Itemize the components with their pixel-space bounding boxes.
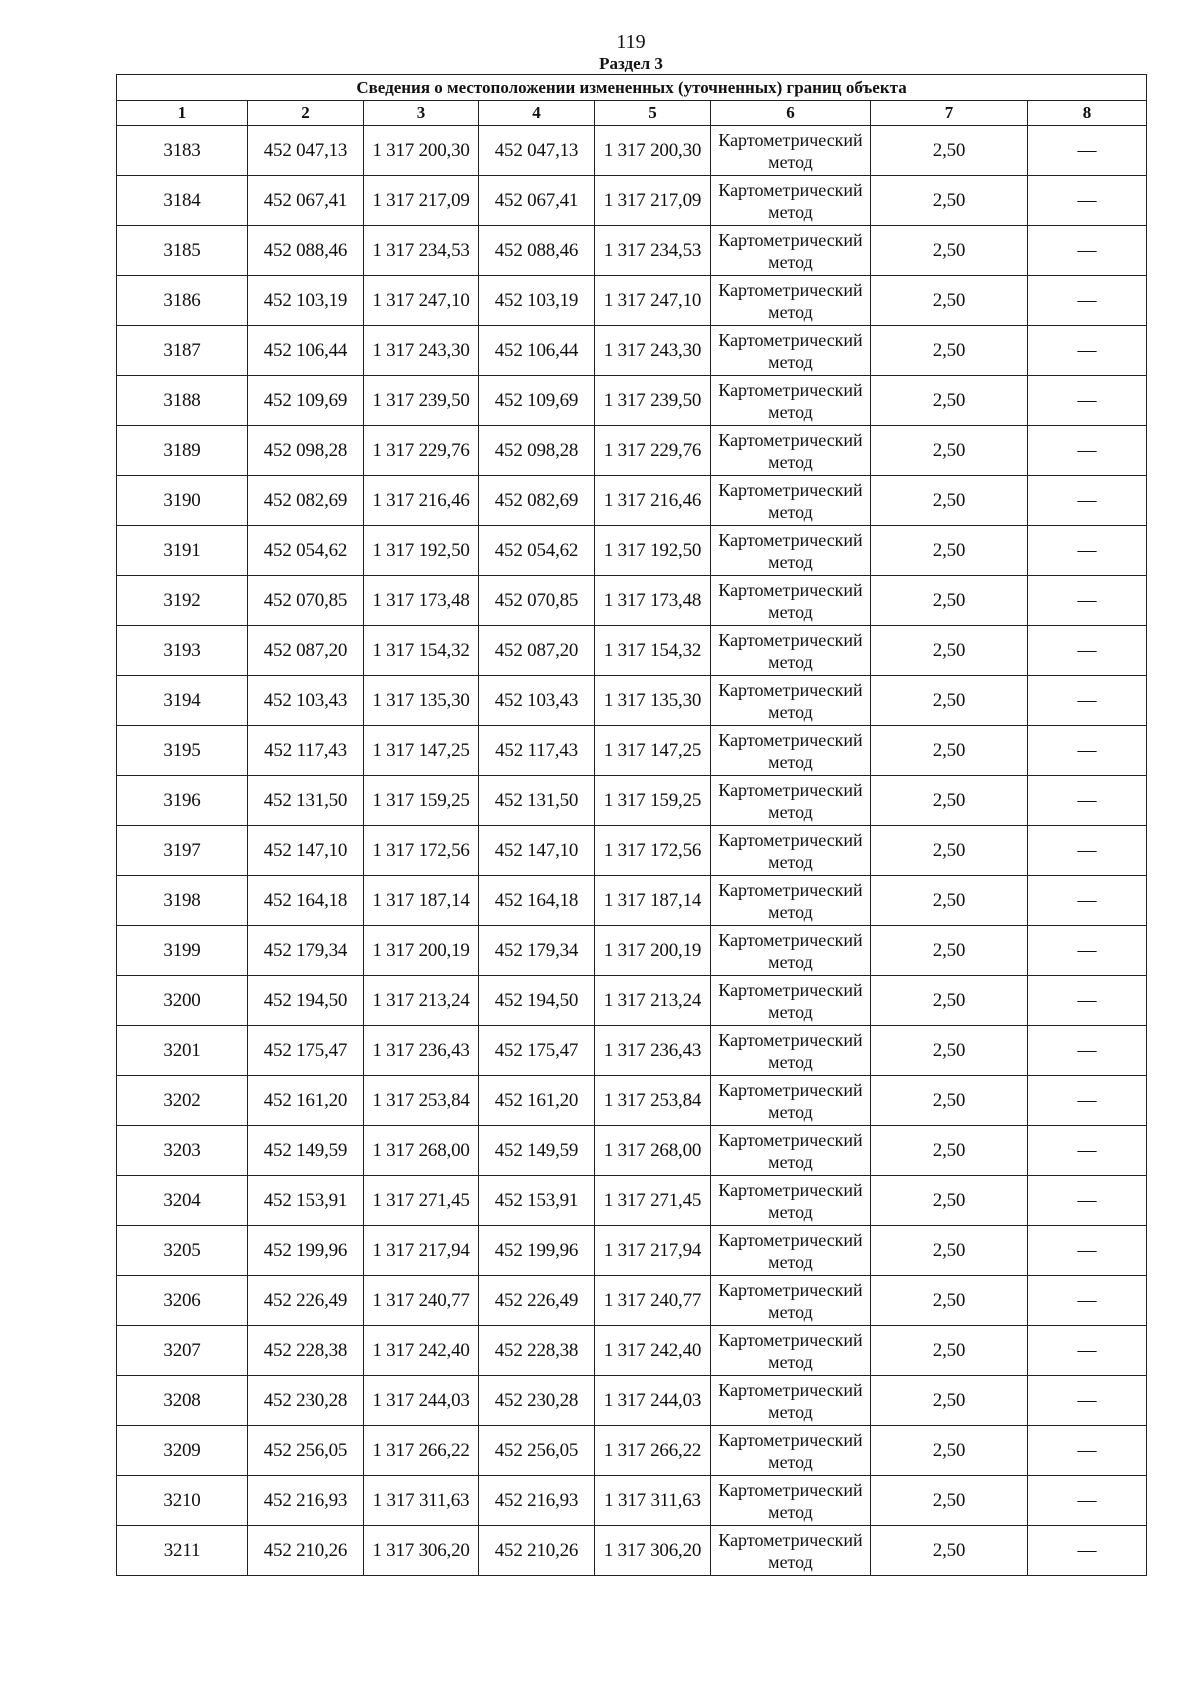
y-old-cell: 1 317 234,53 (364, 226, 479, 276)
accuracy-cell: 2,50 (871, 526, 1028, 576)
point-number-cell: 3204 (117, 1176, 248, 1226)
x-old-cell: 452 106,44 (248, 326, 364, 376)
method-cell: Картометрический метод (711, 876, 871, 926)
description-cell: — (1028, 726, 1147, 776)
y-old-cell: 1 317 217,09 (364, 176, 479, 226)
x-old-cell: 452 098,28 (248, 426, 364, 476)
table-row (117, 1326, 1147, 1376)
method-cell: Картометрический метод (711, 1326, 871, 1376)
description-cell: — (1028, 176, 1147, 226)
y-new-cell: 1 317 217,09 (595, 176, 711, 226)
description-cell: — (1028, 976, 1147, 1026)
y-old-cell: 1 317 311,63 (364, 1476, 479, 1526)
column-header-row (117, 101, 1147, 126)
accuracy-cell: 2,50 (871, 476, 1028, 526)
y-new-cell: 1 317 253,84 (595, 1076, 711, 1126)
y-old-cell: 1 317 135,30 (364, 676, 479, 726)
table-row (117, 526, 1147, 576)
x-old-cell: 452 109,69 (248, 376, 364, 426)
method-cell: Картометрический метод (711, 626, 871, 676)
x-new-cell: 452 082,69 (479, 476, 595, 526)
column-header: 7 (871, 101, 1028, 126)
point-number-cell: 3201 (117, 1026, 248, 1076)
description-cell: — (1028, 1276, 1147, 1326)
x-old-cell: 452 175,47 (248, 1026, 364, 1076)
point-number-cell: 3187 (117, 326, 248, 376)
table-row (117, 1476, 1147, 1526)
point-number-cell: 3200 (117, 976, 248, 1026)
y-old-cell: 1 317 239,50 (364, 376, 479, 426)
table-row (117, 1376, 1147, 1426)
y-old-cell: 1 317 244,03 (364, 1376, 479, 1426)
y-new-cell: 1 317 229,76 (595, 426, 711, 476)
table-row (117, 576, 1147, 626)
x-new-cell: 452 175,47 (479, 1026, 595, 1076)
column-header: 6 (711, 101, 871, 126)
y-old-cell: 1 317 216,46 (364, 476, 479, 526)
x-new-cell: 452 194,50 (479, 976, 595, 1026)
accuracy-cell: 2,50 (871, 276, 1028, 326)
method-cell: Картометрический метод (711, 976, 871, 1026)
y-new-cell: 1 317 243,30 (595, 326, 711, 376)
x-new-cell: 452 149,59 (479, 1126, 595, 1176)
x-old-cell: 452 194,50 (248, 976, 364, 1026)
x-new-cell: 452 216,93 (479, 1476, 595, 1526)
table-row (117, 226, 1147, 276)
table-row (117, 826, 1147, 876)
y-new-cell: 1 317 244,03 (595, 1376, 711, 1426)
description-cell: — (1028, 276, 1147, 326)
y-old-cell: 1 317 266,22 (364, 1426, 479, 1476)
accuracy-cell: 2,50 (871, 1526, 1028, 1576)
x-new-cell: 452 047,13 (479, 126, 595, 176)
description-cell: — (1028, 1476, 1147, 1526)
y-old-cell: 1 317 192,50 (364, 526, 479, 576)
y-old-cell: 1 317 268,00 (364, 1126, 479, 1176)
table-row (117, 1276, 1147, 1326)
y-new-cell: 1 317 266,22 (595, 1426, 711, 1476)
x-old-cell: 452 103,43 (248, 676, 364, 726)
x-new-cell: 452 147,10 (479, 826, 595, 876)
y-new-cell: 1 317 242,40 (595, 1326, 711, 1376)
x-old-cell: 452 070,85 (248, 576, 364, 626)
y-old-cell: 1 317 187,14 (364, 876, 479, 926)
method-cell: Картометрический метод (711, 376, 871, 426)
accuracy-cell: 2,50 (871, 926, 1028, 976)
table-row (117, 476, 1147, 526)
table-caption: Сведения о местоположении измененных (уточненных) границ объекта (117, 75, 1147, 101)
method-cell: Картометрический метод (711, 426, 871, 476)
table-row (117, 1026, 1147, 1076)
table-row (117, 926, 1147, 976)
accuracy-cell: 2,50 (871, 1426, 1028, 1476)
x-old-cell: 452 153,91 (248, 1176, 364, 1226)
y-new-cell: 1 317 216,46 (595, 476, 711, 526)
description-cell: — (1028, 1226, 1147, 1276)
y-new-cell: 1 317 311,63 (595, 1476, 711, 1526)
description-cell: — (1028, 576, 1147, 626)
column-header: 1 (117, 101, 248, 126)
accuracy-cell: 2,50 (871, 876, 1028, 926)
accuracy-cell: 2,50 (871, 1076, 1028, 1126)
description-cell: — (1028, 1076, 1147, 1126)
y-old-cell: 1 317 271,45 (364, 1176, 479, 1226)
y-new-cell: 1 317 147,25 (595, 726, 711, 776)
x-new-cell: 452 088,46 (479, 226, 595, 276)
x-old-cell: 452 226,49 (248, 1276, 364, 1326)
x-old-cell: 452 164,18 (248, 876, 364, 926)
method-cell: Картометрический метод (711, 1126, 871, 1176)
accuracy-cell: 2,50 (871, 826, 1028, 876)
y-new-cell: 1 317 172,56 (595, 826, 711, 876)
accuracy-cell: 2,50 (871, 776, 1028, 826)
table-row (117, 1226, 1147, 1276)
x-old-cell: 452 054,62 (248, 526, 364, 576)
page-number: 119 (616, 31, 646, 53)
column-header: 3 (364, 101, 479, 126)
column-header: 5 (595, 101, 711, 126)
description-cell: — (1028, 226, 1147, 276)
description-cell: — (1028, 626, 1147, 676)
y-old-cell: 1 317 200,19 (364, 926, 479, 976)
accuracy-cell: 2,50 (871, 576, 1028, 626)
document-page (116, 30, 1146, 1576)
column-header: 8 (1028, 101, 1147, 126)
description-cell: — (1028, 926, 1147, 976)
point-number-cell: 3192 (117, 576, 248, 626)
x-new-cell: 452 228,38 (479, 1326, 595, 1376)
y-new-cell: 1 317 217,94 (595, 1226, 711, 1276)
accuracy-cell: 2,50 (871, 1226, 1028, 1276)
x-old-cell: 452 199,96 (248, 1226, 364, 1276)
description-cell: — (1028, 1376, 1147, 1426)
point-number-cell: 3210 (117, 1476, 248, 1526)
x-new-cell: 452 210,26 (479, 1526, 595, 1576)
x-new-cell: 452 179,34 (479, 926, 595, 976)
accuracy-cell: 2,50 (871, 1276, 1028, 1326)
point-number-cell: 3194 (117, 676, 248, 726)
table-row (117, 1126, 1147, 1176)
accuracy-cell: 2,50 (871, 1026, 1028, 1076)
method-cell: Картометрический метод (711, 676, 871, 726)
y-old-cell: 1 317 247,10 (364, 276, 479, 326)
x-new-cell: 452 256,05 (479, 1426, 595, 1476)
point-number-cell: 3189 (117, 426, 248, 476)
x-old-cell: 452 131,50 (248, 776, 364, 826)
x-old-cell: 452 082,69 (248, 476, 364, 526)
point-number-cell: 3199 (117, 926, 248, 976)
y-old-cell: 1 317 306,20 (364, 1526, 479, 1576)
y-new-cell: 1 317 159,25 (595, 776, 711, 826)
y-new-cell: 1 317 271,45 (595, 1176, 711, 1226)
y-new-cell: 1 317 192,50 (595, 526, 711, 576)
accuracy-cell: 2,50 (871, 426, 1028, 476)
x-new-cell: 452 161,20 (479, 1076, 595, 1126)
description-cell: — (1028, 1026, 1147, 1076)
point-number-cell: 3202 (117, 1076, 248, 1126)
y-new-cell: 1 317 213,24 (595, 976, 711, 1026)
x-old-cell: 452 147,10 (248, 826, 364, 876)
y-old-cell: 1 317 172,56 (364, 826, 479, 876)
method-cell: Картометрический метод (711, 726, 871, 776)
x-new-cell: 452 103,43 (479, 676, 595, 726)
x-new-cell: 452 117,43 (479, 726, 595, 776)
description-cell: — (1028, 876, 1147, 926)
description-cell: — (1028, 426, 1147, 476)
x-new-cell: 452 230,28 (479, 1376, 595, 1426)
y-new-cell: 1 317 234,53 (595, 226, 711, 276)
x-old-cell: 452 047,13 (248, 126, 364, 176)
x-new-cell: 452 070,85 (479, 576, 595, 626)
table-row (117, 176, 1147, 226)
accuracy-cell: 2,50 (871, 676, 1028, 726)
description-cell: — (1028, 326, 1147, 376)
accuracy-cell: 2,50 (871, 976, 1028, 1026)
method-cell: Картометрический метод (711, 576, 871, 626)
x-old-cell: 452 228,38 (248, 1326, 364, 1376)
method-cell: Картометрический метод (711, 776, 871, 826)
x-new-cell: 452 098,28 (479, 426, 595, 476)
accuracy-cell: 2,50 (871, 326, 1028, 376)
table-row (117, 626, 1147, 676)
column-header: 4 (479, 101, 595, 126)
table-row (117, 976, 1147, 1026)
accuracy-cell: 2,50 (871, 1476, 1028, 1526)
description-cell: — (1028, 1126, 1147, 1176)
description-cell: — (1028, 776, 1147, 826)
x-new-cell: 452 087,20 (479, 626, 595, 676)
table-row (117, 726, 1147, 776)
table-row (117, 1076, 1147, 1126)
y-old-cell: 1 317 229,76 (364, 426, 479, 476)
y-new-cell: 1 317 187,14 (595, 876, 711, 926)
y-old-cell: 1 317 243,30 (364, 326, 479, 376)
table-row (117, 1526, 1147, 1576)
table-row (117, 876, 1147, 926)
y-new-cell: 1 317 173,48 (595, 576, 711, 626)
x-old-cell: 452 117,43 (248, 726, 364, 776)
point-number-cell: 3208 (117, 1376, 248, 1426)
accuracy-cell: 2,50 (871, 376, 1028, 426)
y-old-cell: 1 317 236,43 (364, 1026, 479, 1076)
x-new-cell: 452 054,62 (479, 526, 595, 576)
method-cell: Картометрический метод (711, 1276, 871, 1326)
description-cell: — (1028, 1326, 1147, 1376)
y-old-cell: 1 317 147,25 (364, 726, 479, 776)
description-cell: — (1028, 376, 1147, 426)
y-old-cell: 1 317 242,40 (364, 1326, 479, 1376)
x-old-cell: 452 210,26 (248, 1526, 364, 1576)
y-old-cell: 1 317 240,77 (364, 1276, 479, 1326)
table-row (117, 326, 1147, 376)
method-cell: Картометрический метод (711, 526, 871, 576)
description-cell: — (1028, 526, 1147, 576)
point-number-cell: 3183 (117, 126, 248, 176)
table-row (117, 276, 1147, 326)
accuracy-cell: 2,50 (871, 176, 1028, 226)
method-cell: Картометрический метод (711, 126, 871, 176)
method-cell: Картометрический метод (711, 476, 871, 526)
y-new-cell: 1 317 236,43 (595, 1026, 711, 1076)
y-new-cell: 1 317 200,19 (595, 926, 711, 976)
point-number-cell: 3193 (117, 626, 248, 676)
x-new-cell: 452 131,50 (479, 776, 595, 826)
x-old-cell: 452 179,34 (248, 926, 364, 976)
x-old-cell: 452 230,28 (248, 1376, 364, 1426)
method-cell: Картометрический метод (711, 1526, 871, 1576)
description-cell: — (1028, 1426, 1147, 1476)
x-new-cell: 452 199,96 (479, 1226, 595, 1276)
y-old-cell: 1 317 253,84 (364, 1076, 479, 1126)
accuracy-cell: 2,50 (871, 726, 1028, 776)
point-number-cell: 3195 (117, 726, 248, 776)
y-new-cell: 1 317 240,77 (595, 1276, 711, 1326)
accuracy-cell: 2,50 (871, 626, 1028, 676)
x-old-cell: 452 149,59 (248, 1126, 364, 1176)
y-old-cell: 1 317 200,30 (364, 126, 479, 176)
description-cell: — (1028, 1176, 1147, 1226)
method-cell: Картометрический метод (711, 176, 871, 226)
x-old-cell: 452 161,20 (248, 1076, 364, 1126)
table-body (117, 126, 1147, 1576)
point-number-cell: 3205 (117, 1226, 248, 1276)
y-old-cell: 1 317 213,24 (364, 976, 479, 1026)
y-new-cell: 1 317 247,10 (595, 276, 711, 326)
description-cell: — (1028, 1526, 1147, 1576)
table-row (117, 776, 1147, 826)
x-old-cell: 452 103,19 (248, 276, 364, 326)
x-new-cell: 452 103,19 (479, 276, 595, 326)
point-number-cell: 3207 (117, 1326, 248, 1376)
description-cell: — (1028, 676, 1147, 726)
x-new-cell: 452 067,41 (479, 176, 595, 226)
x-old-cell: 452 256,05 (248, 1426, 364, 1476)
method-cell: Картометрический метод (711, 1426, 871, 1476)
x-new-cell: 452 226,49 (479, 1276, 595, 1326)
point-number-cell: 3206 (117, 1276, 248, 1326)
point-number-cell: 3203 (117, 1126, 248, 1176)
y-old-cell: 1 317 217,94 (364, 1226, 479, 1276)
method-cell: Картометрический метод (711, 226, 871, 276)
point-number-cell: 3186 (117, 276, 248, 326)
y-new-cell: 1 317 200,30 (595, 126, 711, 176)
table-row (117, 376, 1147, 426)
y-old-cell: 1 317 173,48 (364, 576, 479, 626)
point-number-cell: 3197 (117, 826, 248, 876)
method-cell: Картометрический метод (711, 1376, 871, 1426)
x-new-cell: 452 164,18 (479, 876, 595, 926)
x-old-cell: 452 067,41 (248, 176, 364, 226)
x-old-cell: 452 216,93 (248, 1476, 364, 1526)
table-row (117, 126, 1147, 176)
method-cell: Картометрический метод (711, 326, 871, 376)
accuracy-cell: 2,50 (871, 1376, 1028, 1426)
table-row (117, 676, 1147, 726)
x-new-cell: 452 109,69 (479, 376, 595, 426)
accuracy-cell: 2,50 (871, 1126, 1028, 1176)
point-number-cell: 3196 (117, 776, 248, 826)
y-new-cell: 1 317 154,32 (595, 626, 711, 676)
point-number-cell: 3211 (117, 1526, 248, 1576)
y-old-cell: 1 317 159,25 (364, 776, 479, 826)
method-cell: Картометрический метод (711, 926, 871, 976)
y-new-cell: 1 317 135,30 (595, 676, 711, 726)
method-cell: Картометрический метод (711, 276, 871, 326)
point-number-cell: 3209 (117, 1426, 248, 1476)
method-cell: Картометрический метод (711, 826, 871, 876)
method-cell: Картометрический метод (711, 1176, 871, 1226)
x-old-cell: 452 087,20 (248, 626, 364, 676)
y-new-cell: 1 317 306,20 (595, 1526, 711, 1576)
point-number-cell: 3185 (117, 226, 248, 276)
description-cell: — (1028, 826, 1147, 876)
point-number-cell: 3188 (117, 376, 248, 426)
point-number-cell: 3184 (117, 176, 248, 226)
accuracy-cell: 2,50 (871, 126, 1028, 176)
accuracy-cell: 2,50 (871, 1176, 1028, 1226)
boundary-coordinates-table (116, 74, 1147, 1576)
column-header: 2 (248, 101, 364, 126)
table-row (117, 1176, 1147, 1226)
method-cell: Картометрический метод (711, 1076, 871, 1126)
x-old-cell: 452 088,46 (248, 226, 364, 276)
method-cell: Картометрический метод (711, 1026, 871, 1076)
x-new-cell: 452 106,44 (479, 326, 595, 376)
point-number-cell: 3198 (117, 876, 248, 926)
y-old-cell: 1 317 154,32 (364, 626, 479, 676)
x-new-cell: 452 153,91 (479, 1176, 595, 1226)
description-cell: — (1028, 126, 1147, 176)
section-title: Раздел 3 (599, 54, 663, 73)
description-cell: — (1028, 476, 1147, 526)
y-new-cell: 1 317 268,00 (595, 1126, 711, 1176)
method-cell: Картометрический метод (711, 1226, 871, 1276)
point-number-cell: 3191 (117, 526, 248, 576)
accuracy-cell: 2,50 (871, 1326, 1028, 1376)
method-cell: Картометрический метод (711, 1476, 871, 1526)
point-number-cell: 3190 (117, 476, 248, 526)
accuracy-cell: 2,50 (871, 226, 1028, 276)
table-row (117, 426, 1147, 476)
table-row (117, 1426, 1147, 1476)
y-new-cell: 1 317 239,50 (595, 376, 711, 426)
